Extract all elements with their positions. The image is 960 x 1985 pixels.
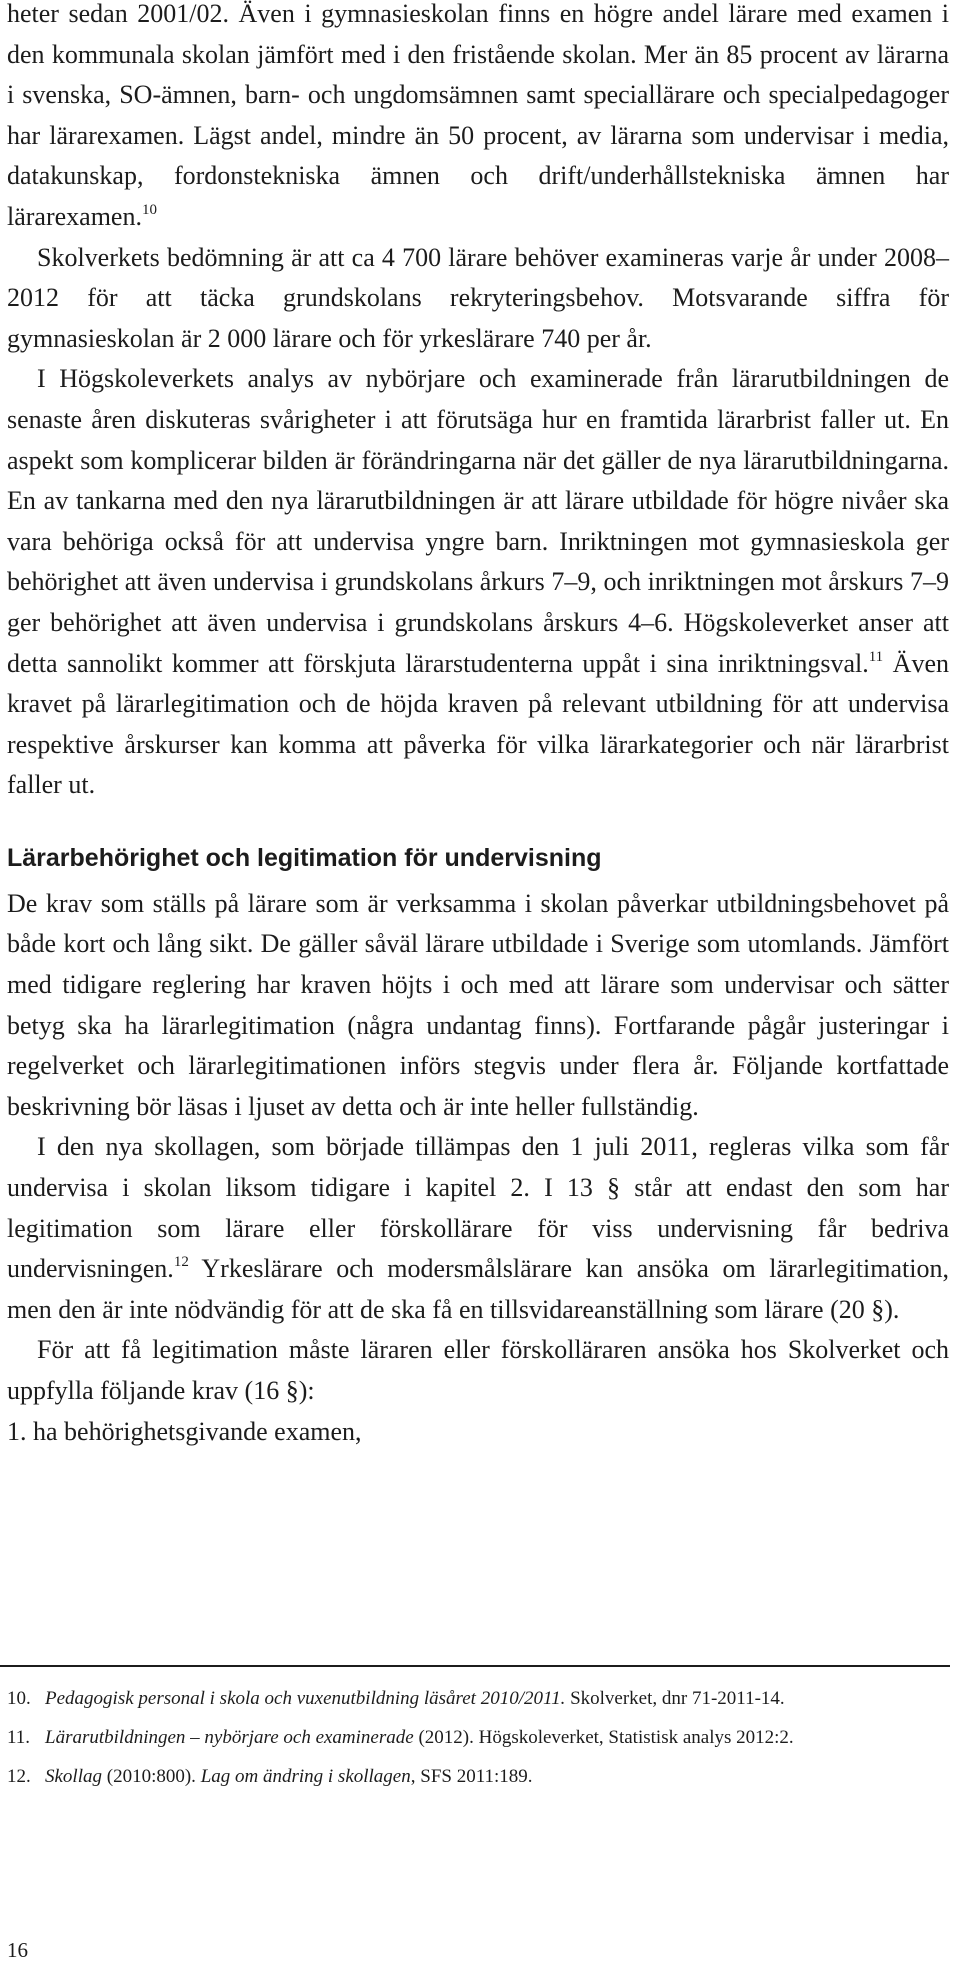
footnotes: [7, 1685, 949, 1802]
main-text: [7, 0, 949, 1452]
footnote-mid: (2010:800).: [102, 1766, 201, 1787]
footnote-number: 12.: [7, 1766, 31, 1787]
footnote-title: Lärarutbildningen – nybörjare och examinerade: [45, 1727, 414, 1748]
footnote-title: Pedagogisk personal i skola och vuxenutbildning läsåret 2010/2011.: [45, 1688, 566, 1709]
paragraph-1: [7, 0, 949, 238]
footnote-12: [7, 1763, 949, 1790]
footnote-ref-11[interactable]: 11: [868, 648, 884, 665]
list-item-1: 1. ha behörighetsgivande examen,: [7, 1416, 362, 1446]
section-heading: Lärarbehörighet och legitimation för undervisning: [7, 843, 602, 872]
footnote-text: [45, 1685, 949, 1712]
page-number: 16: [7, 1938, 28, 1962]
paragraph-text: heter sedan 2001/02. Även i gymnasieskolan finns en högre andel lärare med examen i den kommunala skolan jämfört med i den fristående skolan. Mer än 85 procent av lärarna i svenska, SO-ämnen, barn- och ungdomsämnen samt speciallärare och specialpedagoger har lärarexamen. Lägst andel, mindre än 50 procent, av lärarna som undervisar i media, datakunskap, fordonstekniska ämnen och drift/underhållstekniska ämnen har lärarexamen.: [7, 0, 949, 231]
footnote-title-2: Lag om ändring i skollagen: [200, 1766, 411, 1787]
footnote-number: 11.: [7, 1727, 31, 1748]
footnote-number: 10.: [7, 1688, 31, 1709]
footnote-10: [7, 1685, 949, 1712]
paragraph-text: I Högskoleverkets analys av nybörjare och examinerade från lärarutbildningen de senaste åren diskuteras svårigheter i att förutsäga hur en framtida lärarbrist faller ut. En aspekt som komplicerar bilden är förändringarna när det gäller de nya lärarutbildningarna. En av tankarna med den nya lärarutbildningen är att lärare utbildade för högre nivåer ska vara behöriga också för att undervisa yngre barn. Inriktningen mot gymnasieskola ger behörighet att även undervisa i grundskolans årkurs 7–9, och inriktningen mot årskurs 7–9 ger behörighet att även undervisa i grundskolans årskurs 4–6. Högskoleverket anser att detta sannolikt kommer att förskjuta lärarstudenterna uppåt i sina inriktningsval.: [7, 364, 949, 678]
footnote-rest: (2012). Högskoleverket, Statistisk analys 2012:2.: [413, 1727, 794, 1748]
footnote-separator: [0, 1665, 950, 1667]
paragraph-text: Även kravet på lärarlegitimation och de höjda kraven på relevant utbildning för att undervisa respektive årskurser kan komma att påverka för vilka lärarkategorier och när lärarbrist faller ut.: [7, 648, 949, 800]
footnote-text: [45, 1724, 949, 1751]
footnote-rest: , SFS 2011:189.: [410, 1766, 533, 1787]
footnote-ref-12[interactable]: 12: [173, 1254, 189, 1271]
paragraph-text: I den nya skollagen, som började tillämpas den 1 juli 2011, regleras vilka som får undervisa i skolan liksom tidigare i kapitel 2. I 13 § står att endast den som har legitimation som lärare eller förskollärare för viss undervisning får bedriva undervisningen.: [7, 1132, 949, 1284]
paragraph-3: [7, 359, 949, 806]
footnote-11: [7, 1724, 949, 1751]
footnote-ref-10[interactable]: 10: [141, 201, 157, 218]
footnote-text: [45, 1763, 949, 1790]
paragraph-2: Skolverkets bedömning är att ca 4 700 lärare behöver examineras varje år under 2008–2012 för att täcka grundskolans rekryteringsbehov. Motsvarande siffra för gymnasieskolan är 2 000 lärare och för yrkeslärare 740 per år.: [7, 242, 949, 353]
paragraph-text: Yrkeslärare och modersmålslärare kan ansöka om lärarlegitimation, men den är inte nödvändig för att de ska få en tillsvidareanställning som lärare (20 §).: [7, 1254, 949, 1324]
paragraph-5: [7, 1127, 949, 1330]
paragraph-4: De krav som ställs på lärare som är verksamma i skolan påverkar utbildningsbehovet på både kort och lång sikt. De gäller såväl lärare utbildade i Sverige som utomlands. Jämfört med tidigare reglering har kraven höjts i och med att lärare som undervisar och sätter betyg ska ha lärarlegitimation (några undantag finns). Fortfarande pågår justeringar i regelverket och lärarlegitimationen införs stegvis under flera år. Följande kortfattade beskrivning bör läsas i ljuset av detta och är inte heller fullständig.: [7, 888, 949, 1121]
paragraph-6: För att få legitimation måste läraren eller förskolläraren ansöka hos Skolverket och uppfylla följande krav (16 §):: [7, 1335, 949, 1405]
footnote-rest: Skolverket, dnr 71-2011-14.: [565, 1688, 785, 1709]
footnote-title: Skollag: [45, 1766, 102, 1787]
